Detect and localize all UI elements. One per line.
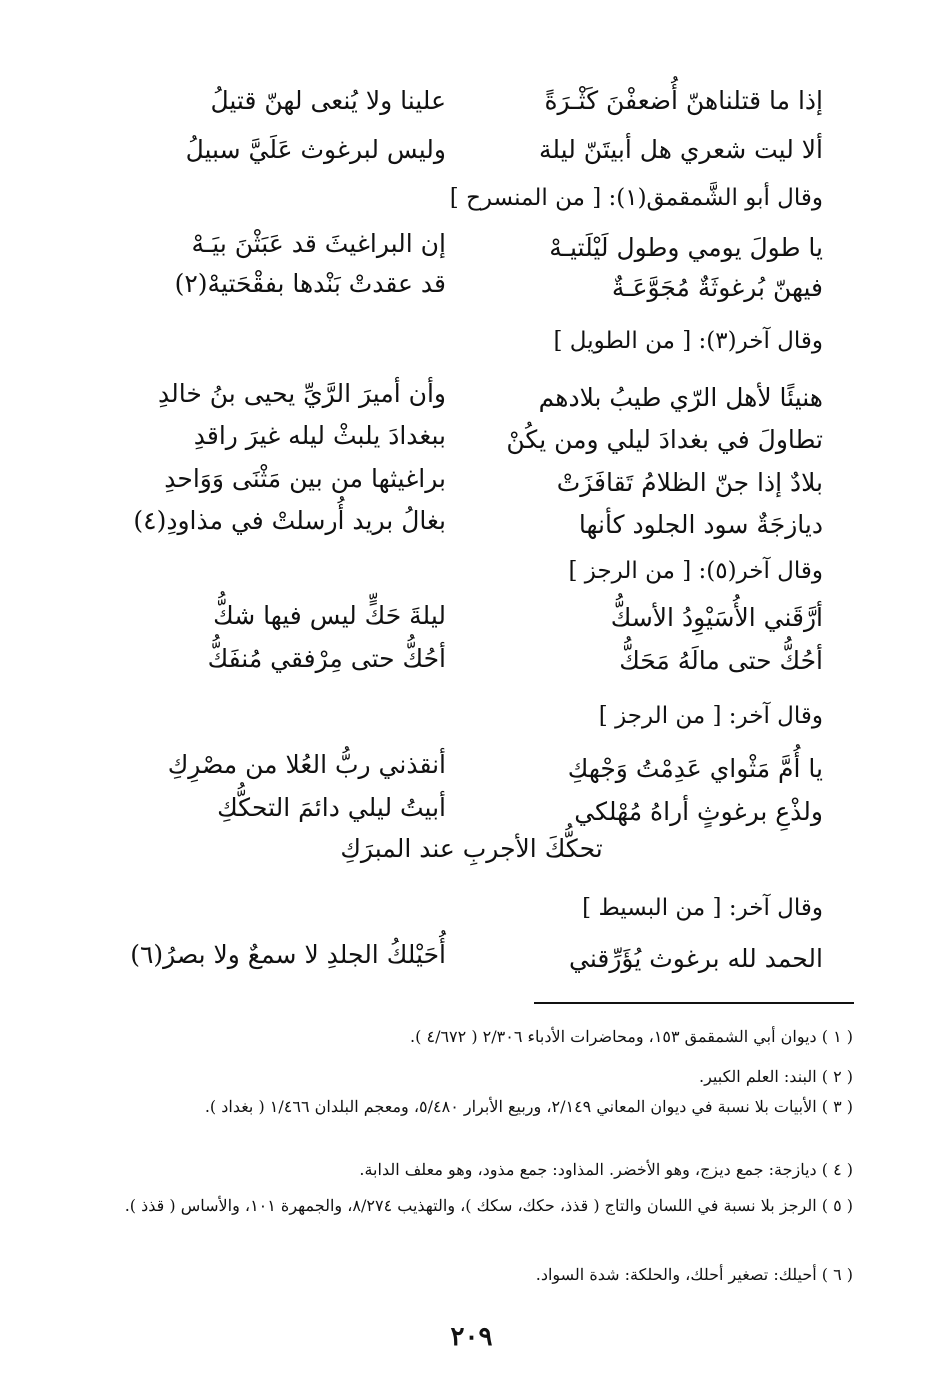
page-number: ٢٠٩ [450, 1322, 493, 1352]
verse-right: تطاولَ في بغدادَ ليلي ومن يكُنْ [506, 425, 823, 454]
verse-right: بلادٌ إذا جنّ الظلامُ تَقافَزَتْ [556, 468, 823, 497]
footnote: ( ٦ ) أحيلك: تصغير أحلك، والحلكة: شدة السواد. [535, 1265, 853, 1284]
verse-left: أبيتُ ليلي دائمَ التحكُّكِ [217, 793, 446, 822]
poem-intro: وقال آخر: [ من البسيط ] [582, 895, 823, 921]
footnote: ( ٢ ) البند: العلم الكبير. [699, 1067, 853, 1086]
verse-left: ببغدادَ يلبثْ ليله غيرَ راقدِ [193, 421, 446, 450]
verse-right: ألا ليت شعري هل أبيتَنّ ليلة [539, 135, 823, 164]
verse-right: أرَّقَني الأُسَيْوِدُ الأسكُّ [610, 603, 823, 632]
verse-right: ولذْعِ برغوثٍ أراهُ مُهْلكي [574, 797, 823, 826]
verse-left: أحُكُّ حتى مِرْفقي مُنفَكُّ [207, 644, 446, 673]
footnote: ( ١ ) ديوان أبي الشمقمق ١٥٣، ومحاضرات الأدباء ٢/٣٠٦ ( ٤/٦٧٢ ). [410, 1027, 853, 1046]
verse-right: فيهنّ بُرغوثَةٌ مُجَوَّعَـةٌ [611, 273, 823, 302]
verse-left: أنقذني ربُّ العُلا من مصْرِكِ [167, 750, 446, 779]
verse-left: براغيثها من بين مَثْنَى وَوَاحدِ [164, 464, 446, 493]
verse-left: علينا ولا يُنعى لهنّ قتيلُ [210, 86, 446, 115]
centered-verse: تحكُّكَ الأجربِ عند المبرَكِ [340, 834, 603, 863]
poem-intro: وقال آخر: [ من الرجز ] [598, 703, 823, 729]
footnote: ( ٣ ) الأبيات بلا نسبة في ديوان المعاني ٢/١٤٩، وربيع الأبرار ٥/٤٨٠، ومعجم البلدان ١/٤٦٦ ( بغداد ). [204, 1097, 853, 1116]
verse-left: وأن أميرَ الرَّيِّ يحيى بنُ خالدِ [158, 379, 446, 408]
verse-left: ليلةَ حَكٍّ ليس فيها شكُّ [213, 601, 446, 630]
footnote: ( ٥ ) الرجز بلا نسبة في اللسان والتاج ( قذذ، حكك، سكك )، والتهذيب ٨/٢٧٤، والجمهرة ١٠١، والأساس ( قذذ ). [124, 1196, 853, 1215]
footnote-divider [534, 1002, 854, 1004]
verse-left: قد عقدتْ بَنْدها بفقْحَتيهْ(٢) [174, 269, 446, 298]
verse-right: الحمد لله برغوث يُؤَرِّقني [569, 944, 823, 973]
verse-left: وليس لبرغوث عَلَيَّ سبيلُ [185, 135, 446, 164]
poem-intro: وقال آخر(٣): [ من الطويل ] [553, 328, 823, 354]
poem-intro: وقال آخر(٥): [ من الرجز ] [568, 558, 823, 584]
verse-right: يا طولَ يومي وطول لَيْلَتيـهْ [549, 233, 823, 262]
verse-right: ديازجَةٌ سود الجلود كأنها [578, 510, 823, 539]
poem-intro: وقال أبو الشَّمقمق(١): [ من المنسرح ] [449, 185, 823, 211]
verse-right: إذا ما قتلناهنّ أُضعفْنَ كَثْـرَةً [544, 86, 823, 115]
footnote: ( ٤ ) ديازجة: جمع ديزج، وهو الأخضر. المذاود: جمع مذود، وهو معلف الدابة. [359, 1160, 853, 1179]
verse-left: إن البراغيثَ قد عَبَثْنَ بيَـهْ [191, 229, 446, 258]
verse-left: بغالُ بريد أُرسلتْ في مذاودِ(٤) [133, 506, 446, 535]
verse-left: أُحَيْلكُ الجلدِ لا سمعٌ ولا بصرُ(٦) [130, 940, 446, 969]
verse-right: هنيئًا لأهل الرّي طيبُ بلادهم [538, 383, 823, 412]
verse-right: يا أُمَّ مَثْواي عَدِمْتُ وَجْهكِ [567, 754, 823, 783]
verse-right: أحُكُّ حتى مالَهُ مَحَكُّ [619, 646, 823, 675]
